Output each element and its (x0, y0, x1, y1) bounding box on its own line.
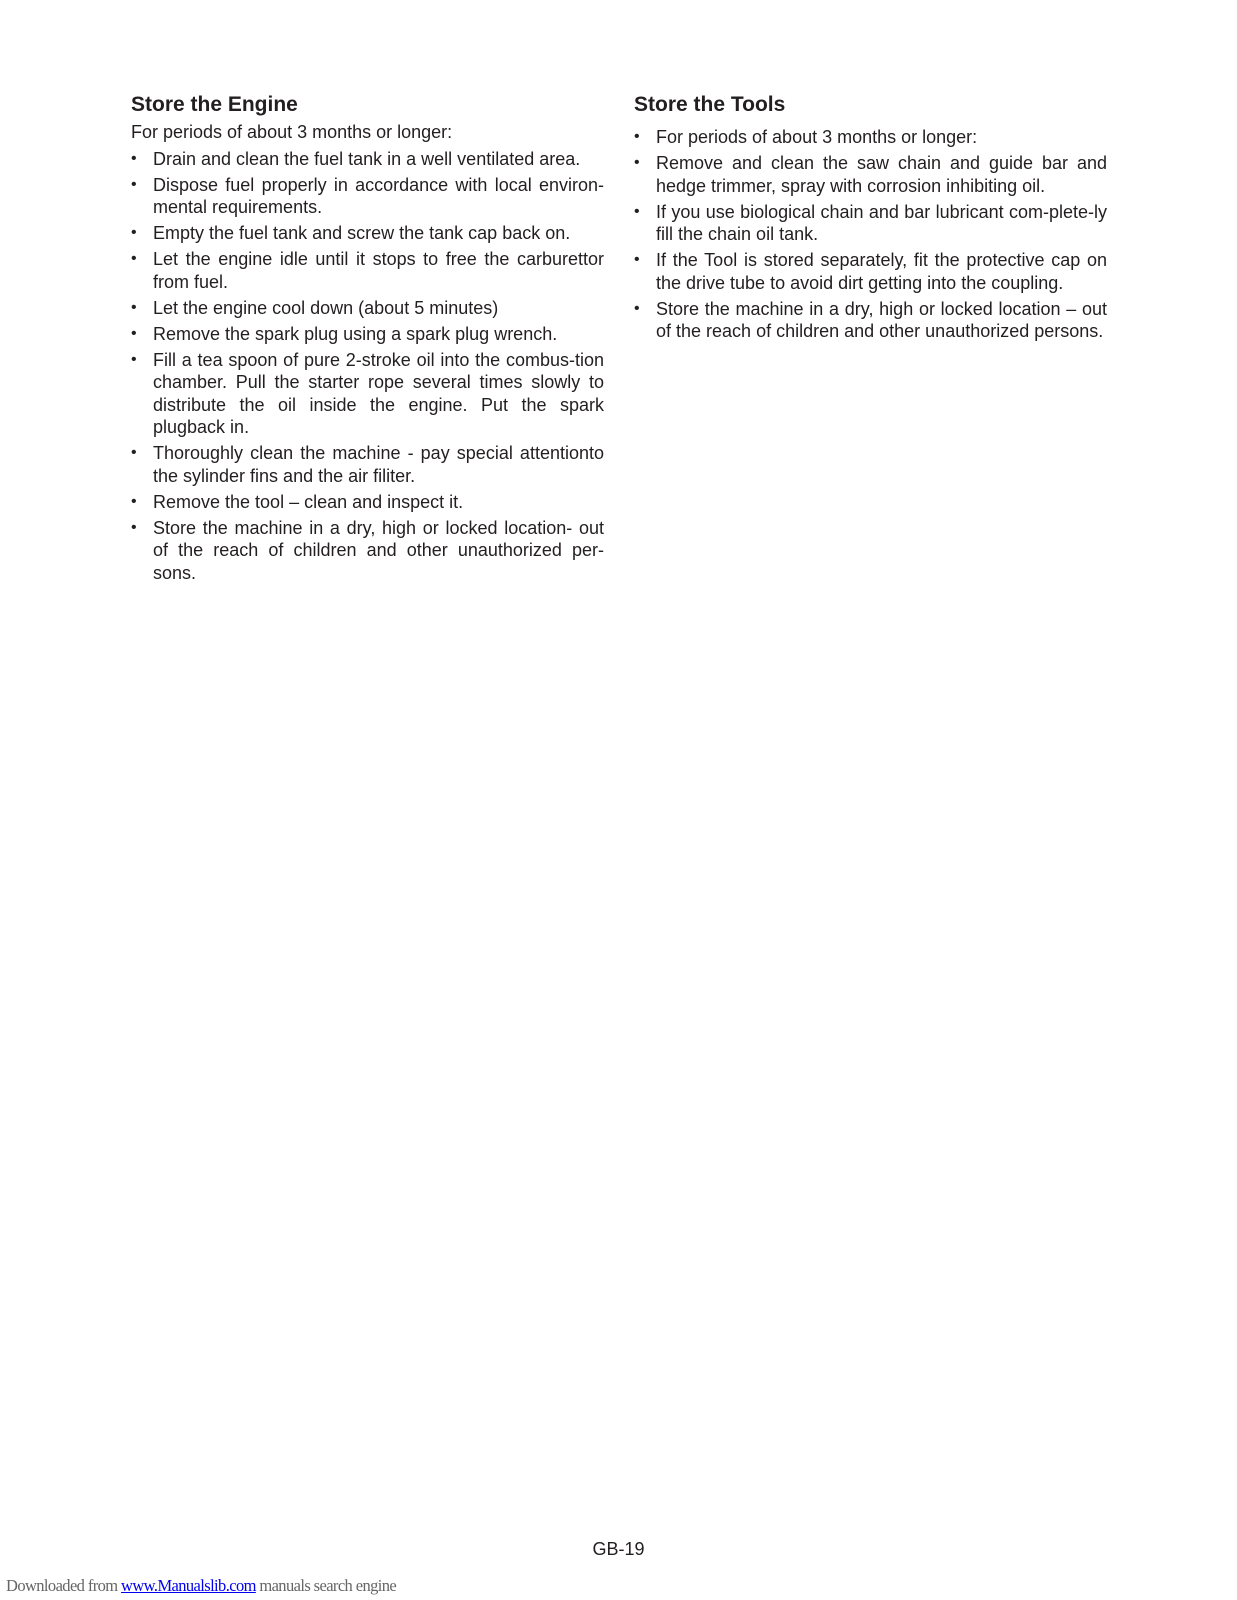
list-item-text: Fill a tea spoon of pure 2-stroke oil into the combus-tion chamber. Pull the starter rope several times slowly to distribute the oil inside the engine. Put the spark plugback in. (153, 349, 604, 437)
list-item (634, 298, 1107, 343)
section-title-store-tools: Store the Tools (634, 93, 786, 116)
right-column (634, 92, 1107, 346)
list-item-text: Remove the spark plug using a spark plug wrench. (153, 323, 558, 344)
list-item (131, 491, 604, 514)
list-item-text: Remove and clean the saw chain and guide bar and hedge trimmer, spray with corrosion inhibiting oil. (656, 153, 1107, 196)
list-item-text: Let the engine cool down (about 5 minutes) (153, 297, 499, 318)
download-footer (6, 1576, 396, 1596)
list-item (634, 249, 1107, 294)
bullet-icon: • (634, 299, 640, 317)
bullet-icon: • (131, 518, 137, 536)
list-item (634, 152, 1107, 197)
list-item (131, 174, 604, 219)
bullet-icon: • (131, 298, 137, 316)
bullet-icon: • (634, 202, 640, 220)
list-item (131, 349, 604, 439)
list-item (131, 222, 604, 245)
engine-storage-list (131, 148, 604, 585)
footer-suffix: manuals search engine (255, 1576, 397, 1595)
bullet-icon: • (634, 128, 640, 145)
manualslib-link[interactable]: www.Manualslib.com (121, 1576, 256, 1595)
bullet-icon: • (634, 154, 640, 171)
list-item (634, 201, 1107, 246)
list-item-text: Thoroughly clean the machine - pay special attentionto the sylinder fins and the air filiter. (153, 443, 604, 486)
list-item (131, 148, 604, 171)
bullet-icon: • (131, 175, 137, 193)
list-item (131, 248, 604, 293)
footer-prefix: Downloaded from (6, 1576, 122, 1595)
list-item-text: For periods of about 3 months or longer: (656, 127, 978, 147)
bullet-icon: • (131, 324, 137, 342)
list-item (131, 442, 604, 487)
list-item (634, 126, 1107, 149)
list-item-text: Store the machine in a dry, high or locked location – out of the reach of children and other unauthorized persons. (656, 298, 1107, 341)
list-item-text: Empty the fuel tank and screw the tank cap back on. (153, 223, 571, 243)
list-item-text: If the Tool is stored separately, fit the protective cap on the drive tube to avoid dirt getting into the coupling. (656, 250, 1107, 293)
section-title-store-engine: Store the Engine (131, 93, 298, 116)
tools-storage-list (634, 126, 1107, 343)
intro-text: For periods of about 3 months or longer: (131, 122, 453, 142)
page-number: GB-19 (592, 1539, 645, 1559)
list-item-text: Dispose fuel properly in accordance with local environ-mental requirements. (153, 174, 604, 217)
left-column (131, 92, 604, 588)
bullet-icon: • (131, 350, 137, 368)
list-item-text: Let the engine idle until it stops to free the carburettor from fuel. (153, 249, 604, 292)
bullet-icon: • (131, 444, 137, 461)
bullet-icon: • (131, 250, 137, 267)
bullet-icon: • (131, 224, 137, 241)
list-item (131, 297, 604, 320)
bullet-icon: • (634, 251, 640, 268)
list-item-text: Store the machine in a dry, high or locked location- out of the reach of children and other unauthorized per-sons. (153, 517, 604, 583)
list-item (131, 323, 604, 346)
bullet-icon: • (131, 492, 137, 510)
list-item-text: If you use biological chain and bar lubricant com-plete-ly fill the chain oil tank. (656, 201, 1107, 244)
list-item-text: Remove the tool – clean and inspect it. (153, 491, 464, 512)
list-item-text: Drain and clean the fuel tank in a well ventilated area. (153, 148, 581, 169)
bullet-icon: • (131, 149, 137, 167)
list-item (131, 517, 604, 585)
